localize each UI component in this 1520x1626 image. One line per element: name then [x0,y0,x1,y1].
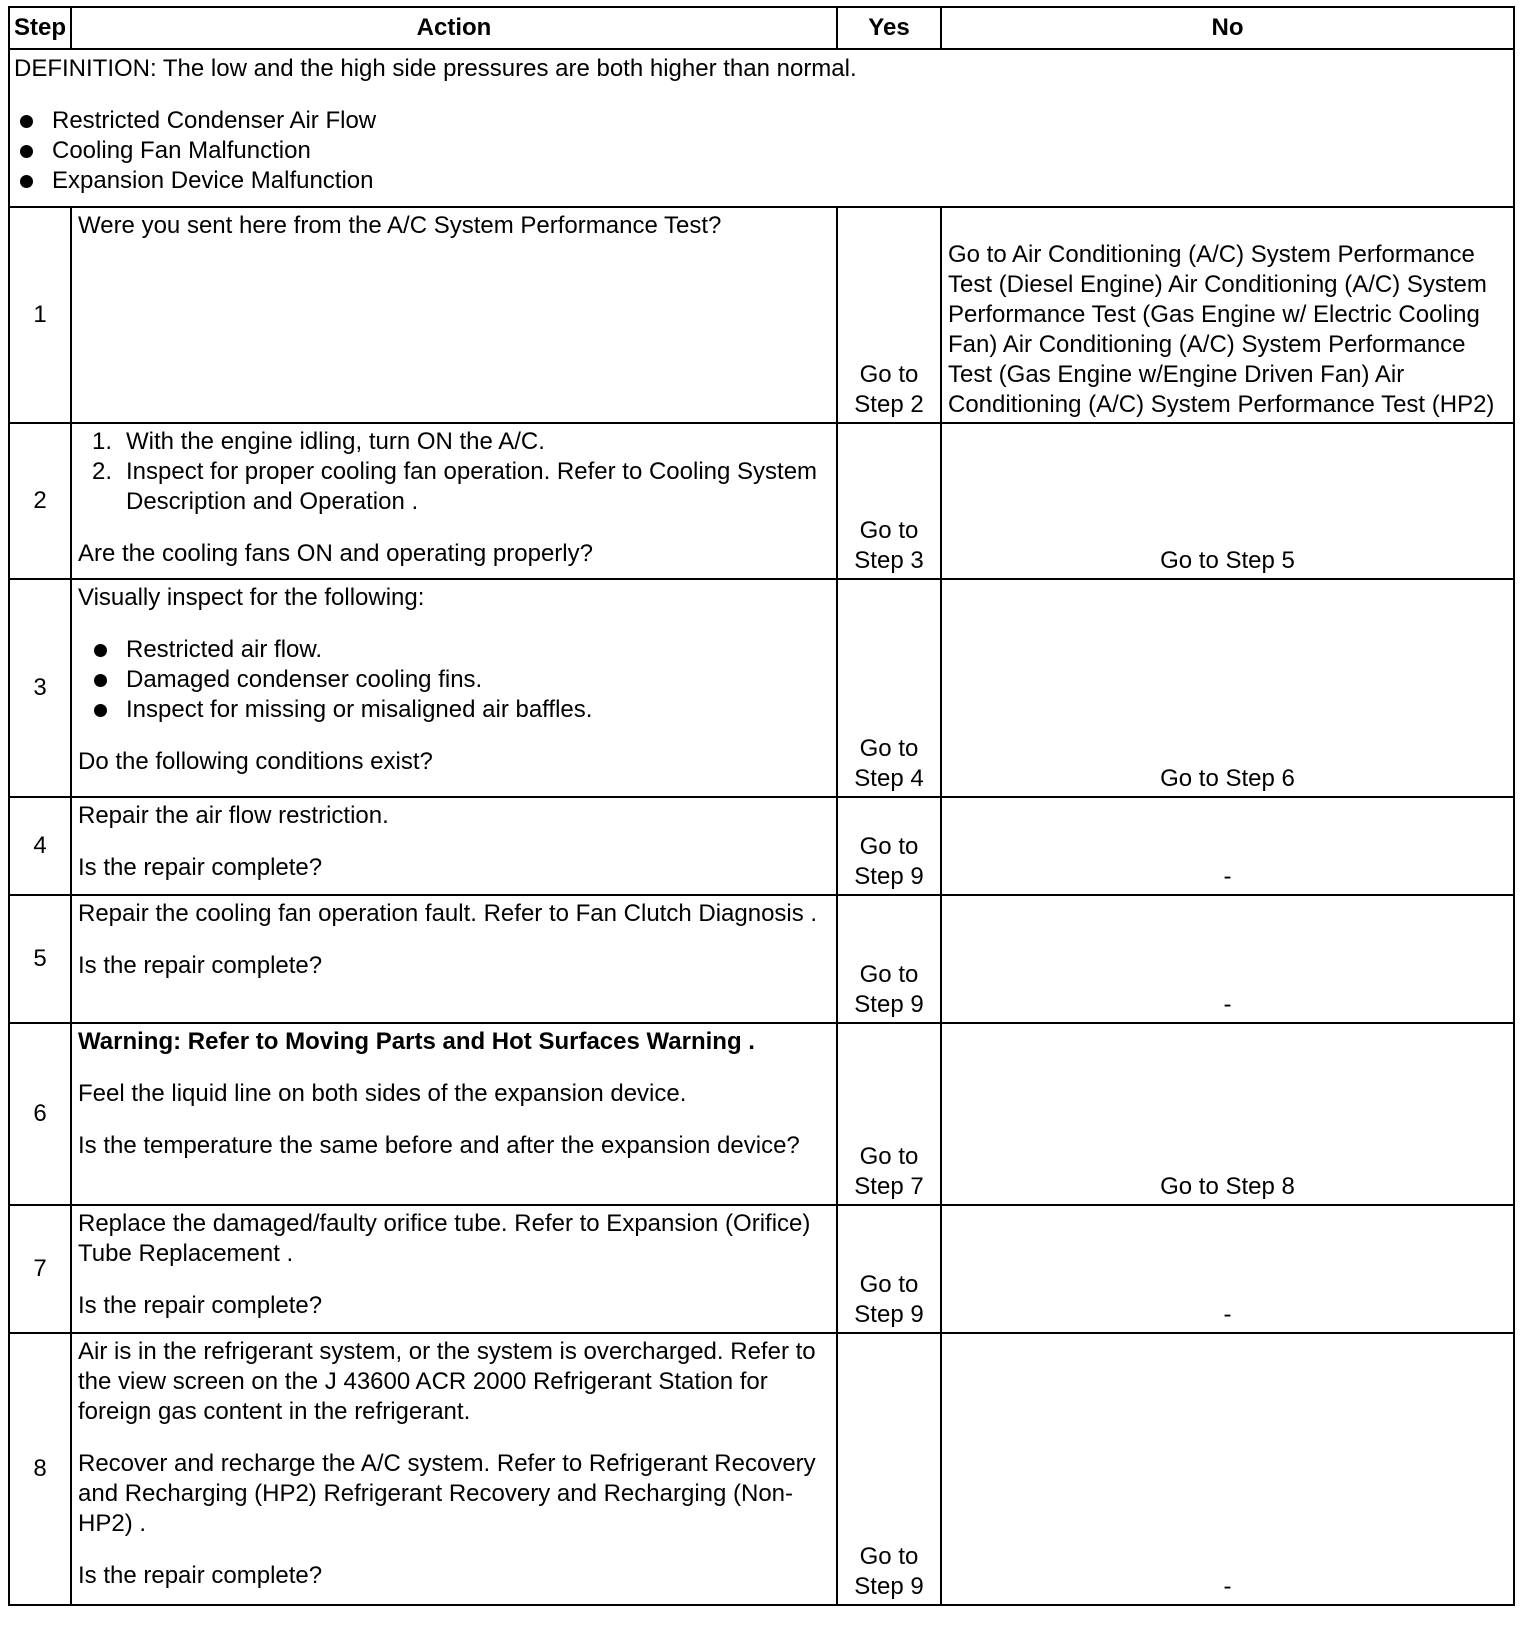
action-question: Is the repair complete? [78,1562,323,1589]
step-number: 1 [9,207,71,423]
list-item: Cooling Fan Malfunction [4,136,1509,166]
no-cell: Go to Step 8 [941,1023,1514,1205]
header-action: Action [71,7,837,49]
bullet-icon [94,704,107,717]
no-cell: - [941,1333,1514,1605]
action-intro: Visually inspect for the following: [78,584,425,611]
bullet-icon [20,175,33,188]
action-question: Were you sent here from the A/C System Performance Test? [78,212,722,239]
list-item: Restricted Condenser Air Flow [4,106,1509,136]
yes-cell: Go to Step 4 [837,579,941,797]
list-item: Restricted air flow. [78,635,830,665]
yes-cell: Go to Step 9 [837,1333,941,1605]
yes-cell: Go to Step 9 [837,1205,941,1333]
list-item: Expansion Device Malfunction [4,166,1509,196]
bullet-icon [20,115,33,128]
step-number: 8 [9,1333,71,1605]
no-cell: Go to Step 5 [941,423,1514,579]
action-question: Do the following conditions exist? [78,748,433,775]
action-cell [71,797,837,895]
action-cell [71,1205,837,1333]
no-cell: Go to Step 6 [941,579,1514,797]
header-row [9,7,1514,49]
bullet-icon [20,145,33,158]
action-cell [71,1333,837,1605]
definition-row [9,49,1514,207]
action-intro: Replace the damaged/faulty orifice tube. Refer to Expansion (Orifice) Tube Replacement . [78,1210,811,1267]
inspection-list [78,635,830,725]
list-item: Inspect for missing or misaligned air baffles. [78,695,830,725]
header-yes: Yes [837,7,941,49]
table-row [9,207,1514,423]
table-row [9,797,1514,895]
step-number: 2 [9,423,71,579]
list-item: 2. Inspect for proper cooling fan operation. Refer to Cooling System Description and Operation . [92,458,818,515]
action-question: Is the repair complete? [78,854,323,881]
yes-cell: Go to Step 2 [837,207,941,423]
no-cell: - [941,1205,1514,1333]
instruction-list [78,427,830,517]
table-row [9,1205,1514,1333]
action-question: Are the cooling fans ON and operating properly? [78,540,593,567]
table-row [9,1333,1514,1605]
step-number: 3 [9,579,71,797]
definition-text: DEFINITION: The low and the high side pressures are both higher than normal. [14,55,857,82]
no-cell: Go to Air Conditioning (A/C) System Performance Test (Diesel Engine) Air Conditioning (A/C) System Performance Test (Gas Engine w/ Electric Cooling Fan) Air Conditioning (A/C) System Performance Test (Gas Engine w/Engine Driven Fan) Air Conditioning (A/C) System Performance Test (HP2) [941,207,1514,423]
table-row [9,579,1514,797]
yes-cell: Go to Step 7 [837,1023,941,1205]
list-item: Damaged condenser cooling fins. [78,665,830,695]
yes-cell: Go to Step 9 [837,797,941,895]
action-question: Is the repair complete? [78,952,323,979]
table-row [9,423,1514,579]
step-number: 7 [9,1205,71,1333]
step-number: 5 [9,895,71,1023]
bullet-icon [94,644,107,657]
header-no: No [941,7,1514,49]
cause-list [4,106,1509,196]
table-row [9,895,1514,1023]
bullet-icon [94,674,107,687]
action-intro-2: Recover and recharge the A/C system. Refer to Refrigerant Recovery and Recharging (HP2) Refrigerant Recovery and Recharging (Non-HP2) . [78,1450,816,1537]
action-intro: Air is in the refrigerant system, or the system is overcharged. Refer to the view screen on the J 43600 ACR 2000 Refrigerant Station for foreign gas content in the refrigerant. [78,1338,816,1425]
warning-text: Warning: Refer to Moving Parts and Hot Surfaces Warning . [78,1028,755,1055]
table-row [9,1023,1514,1205]
action-question: Is the temperature the same before and after the expansion device? [78,1132,800,1159]
diagnostic-table [8,6,1515,1606]
no-cell: - [941,895,1514,1023]
yes-cell: Go to Step 3 [837,423,941,579]
no-cell: - [941,797,1514,895]
yes-cell: Go to Step 9 [837,895,941,1023]
action-cell [71,895,837,1023]
step-number: 4 [9,797,71,895]
step-number: 6 [9,1023,71,1205]
list-item: 1. With the engine idling, turn ON the A/C. [92,428,545,455]
action-cell [71,579,837,797]
action-intro: Repair the cooling fan operation fault. Refer to Fan Clutch Diagnosis . [78,900,818,927]
action-cell [71,1023,837,1205]
header-step: Step [9,7,71,49]
action-question: Is the repair complete? [78,1292,323,1319]
action-cell [71,423,837,579]
action-intro: Feel the liquid line on both sides of the expansion device. [78,1080,687,1107]
action-intro: Repair the air flow restriction. [78,802,389,829]
action-cell [71,207,837,423]
